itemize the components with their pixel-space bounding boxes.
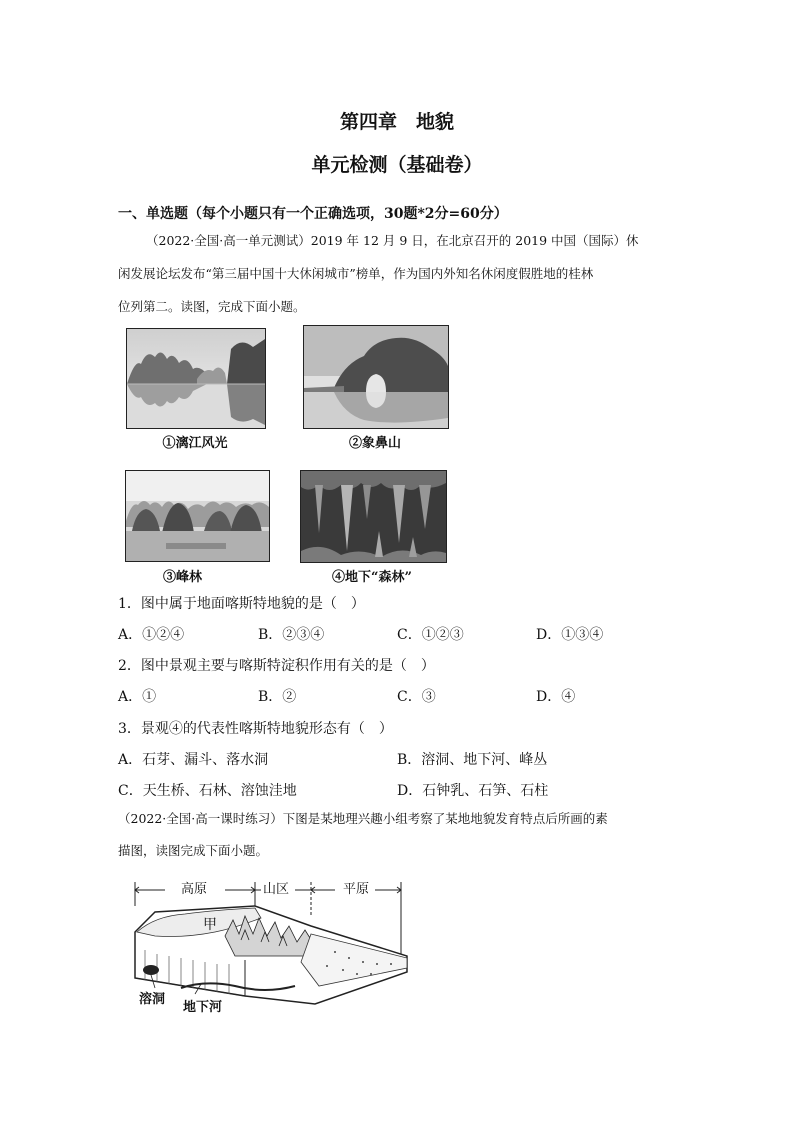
- label-underground-river: 地下河: [183, 1000, 223, 1015]
- photo-peak-forest: [125, 470, 270, 562]
- passage-2: [118, 803, 698, 867]
- caption-li-river: ①漓江风光: [162, 436, 228, 451]
- passage-1-line-1: （2022·全国·高一单元测试）2019 年 12 月 9 日，在北京召开的 2019 中国（国际）休: [146, 233, 639, 248]
- label-plateau: 高原: [181, 882, 208, 897]
- landform-block-diagram: [125, 876, 415, 1016]
- label-jia: 甲: [203, 917, 217, 933]
- label-cave: 溶洞: [139, 992, 166, 1007]
- photo-li-river: [126, 328, 266, 429]
- chapter-title: 第四章 地貌: [339, 111, 454, 133]
- passage-2-line-2: 描图，读图完成下面小题。: [118, 843, 269, 858]
- question-1-stem: 1．图中属于地面喀斯特地貌的是（ ）: [118, 596, 365, 612]
- passage-1: [118, 224, 678, 323]
- page-subtitle: 单元检测（基础卷）: [311, 154, 483, 176]
- passage-2-line-1: （2022·全国·高一课时练习）下图是某地理兴趣小组考察了某地地貌发育特点后所画的素: [118, 811, 608, 826]
- question-3-option-d[interactable]: D．石钟乳、石笋、石柱: [397, 783, 549, 799]
- photo-underground-forest: [300, 470, 447, 563]
- question-3-option-a[interactable]: A．石芽、漏斗、落水洞: [118, 752, 269, 768]
- question-1-option-d[interactable]: D．①③④: [536, 627, 604, 643]
- label-mountain: 山区: [263, 882, 290, 897]
- question-2-option-a[interactable]: A．①: [118, 689, 157, 705]
- question-2-option-b[interactable]: B．②: [258, 689, 297, 705]
- question-3-option-c[interactable]: C．天生桥、石林、溶蚀洼地: [118, 783, 297, 799]
- question-3-option-b[interactable]: B．溶洞、地下河、峰丛: [397, 752, 548, 768]
- question-3-stem: 3．景观④的代表性喀斯特地貌形态有（ ）: [118, 721, 393, 737]
- question-1-option-a[interactable]: A．①②④: [118, 627, 185, 643]
- caption-elephant-trunk-hill: ②象鼻山: [348, 436, 401, 451]
- question-2-option-c[interactable]: C．③: [397, 689, 436, 705]
- question-1-option-c[interactable]: C．①②③: [397, 627, 464, 643]
- section-heading: 一、单选题（每个小题只有一个正确选项，30题*2分=60分）: [118, 206, 508, 222]
- question-2-option-d[interactable]: D．④: [536, 689, 576, 705]
- question-2-stem: 2．图中景观主要与喀斯特淀积作用有关的是（ ）: [118, 658, 435, 674]
- passage-1-line-3: 位列第二。读图，完成下面小题。: [118, 299, 306, 314]
- passage-1-line-2: 闲发展论坛发布“第三届中国十大休闲城市”榜单，作为国内外知名休闲度假胜地的桂林: [118, 266, 594, 281]
- photo-elephant-trunk-hill: [303, 325, 449, 429]
- caption-peak-forest: ③峰林: [162, 570, 202, 585]
- caption-underground-forest: ④地下“森林”: [332, 570, 412, 585]
- label-plain: 平原: [343, 882, 370, 897]
- question-1-option-b[interactable]: B．②③④: [258, 627, 325, 643]
